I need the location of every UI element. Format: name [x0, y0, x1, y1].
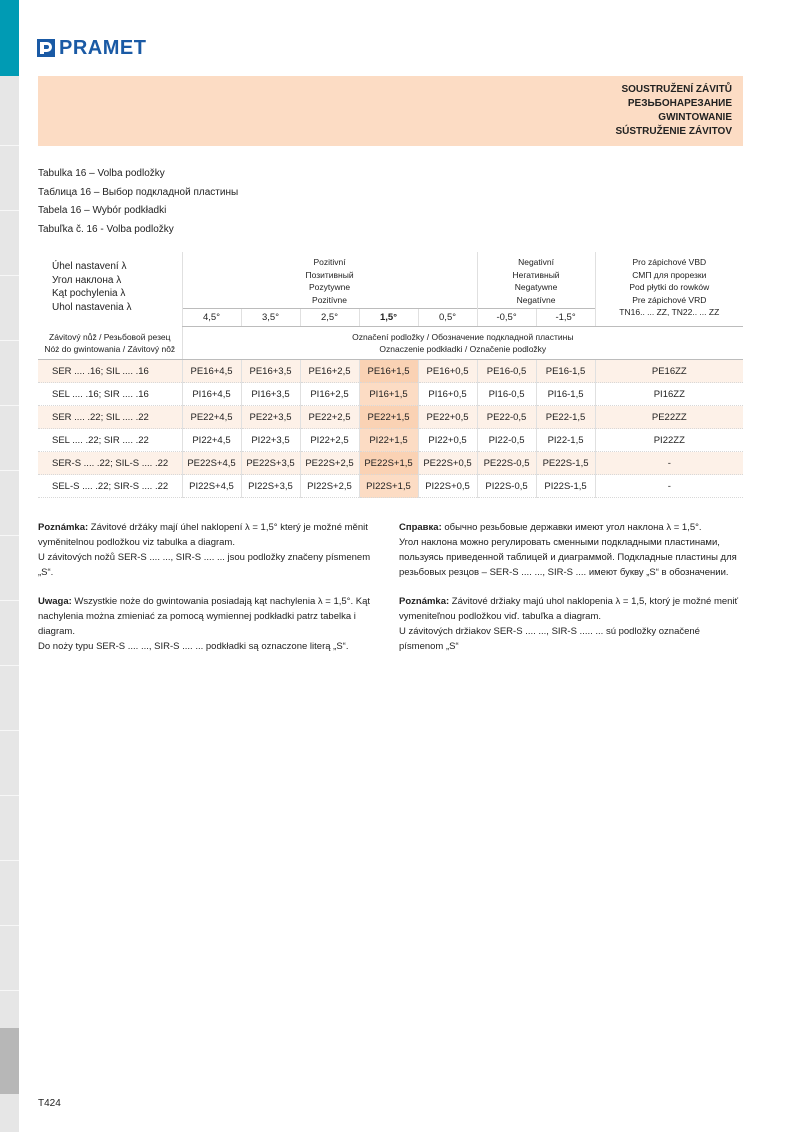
shim-cell: PE16+3,5	[241, 360, 300, 383]
side-tab	[0, 275, 19, 340]
note-line: Závitové držiaky majú uhol naklopenia λ = 1,5, ktorý je možné meniť	[449, 596, 739, 607]
shim-cell: PI22S+2,5	[300, 475, 359, 498]
side-tab	[0, 405, 19, 470]
side-tab	[0, 795, 19, 860]
shim-header-line: Označení podložky / Обозначение подкладной пластины	[352, 332, 574, 342]
table-row	[38, 360, 743, 383]
shim-cell: PE22S-0,5	[477, 452, 536, 475]
shim-cell: PI16+2,5	[300, 383, 359, 406]
note-pl	[38, 594, 378, 654]
angle-label: Uhol nastavenia λ	[52, 301, 132, 313]
shim-cell: PE22+2,5	[300, 406, 359, 429]
shim-cell: PI22+3,5	[241, 429, 300, 452]
angle-value: -0,5°	[477, 309, 536, 327]
note-label: Uwaga:	[38, 596, 72, 607]
angle-value: -1,5°	[536, 309, 595, 327]
vbd-header	[595, 252, 743, 327]
shim-cell: PE16+0,5	[418, 360, 477, 383]
side-tab-strip	[0, 0, 19, 1132]
shim-cell: PE22S+2,5	[300, 452, 359, 475]
positive-header	[182, 252, 477, 309]
shim-cell: PE22+4,5	[182, 406, 241, 429]
notes-right	[399, 520, 744, 668]
shim-cell: PI16-0,5	[477, 383, 536, 406]
table-caption: Tabela 16 – Wybór podkładki	[38, 205, 167, 216]
holder-cell: SEL .... .16; SIR .... .16	[38, 383, 182, 406]
side-tab	[0, 600, 19, 665]
shim-cell: PE22+1,5	[359, 406, 418, 429]
angle-value-highlighted: 1,5°	[359, 309, 418, 327]
vbd-cell: PE16ZZ	[595, 360, 743, 383]
shim-cell: PI22+4,5	[182, 429, 241, 452]
positive-label: Pozytywne	[308, 282, 351, 292]
table-caption: Таблица 16 – Выбор подкладной пластины	[38, 186, 239, 198]
table-captions	[38, 165, 238, 239]
negative-label: Negatívne	[516, 294, 556, 305]
vbd-label: Pod płytki do rowków	[629, 282, 710, 292]
note-label: Справка:	[399, 522, 442, 533]
angle-label: Угол наклона λ	[52, 274, 122, 286]
shim-cell: PE22S+3,5	[241, 452, 300, 475]
holder-cell: SER-S .... .22; SIL-S .... .22	[38, 452, 182, 475]
note-cz	[38, 520, 378, 580]
shim-cell: PI16+3,5	[241, 383, 300, 406]
shim-cell: PI22-0,5	[477, 429, 536, 452]
side-tab	[0, 470, 19, 535]
holder-cell: SEL .... .22; SIR .... .22	[38, 429, 182, 452]
vbd-label: СМП для прорезки	[632, 269, 707, 280]
note-sk	[399, 594, 744, 654]
vbd-label: TN16.. ... ZZ, TN22.. ... ZZ	[619, 307, 720, 317]
vbd-cell: -	[595, 452, 743, 475]
shim-cell: PI16+1,5	[359, 383, 418, 406]
shim-header-line: Oznaczenie podkładki / Označenie podložky	[379, 344, 547, 354]
section-title: SÚSTRUŽENIE ZÁVITOV	[615, 126, 732, 137]
angle-label: Úhel nastavení λ	[52, 261, 127, 272]
shim-cell: PI22S+0,5	[418, 475, 477, 498]
vbd-label: Pro zápichové VBD	[632, 257, 707, 267]
note-line: пользуясь приведенной таблицей и диаграммой. Подкладные пластины для	[399, 552, 737, 563]
note-label: Poznámka:	[399, 596, 450, 607]
side-tab	[0, 535, 19, 600]
angle-label-cell	[38, 252, 182, 327]
holder-header-line: Závitový nůž / Резьбовой резец	[49, 331, 171, 342]
page-number: T424	[38, 1098, 61, 1109]
shim-cell: PE16+1,5	[359, 360, 418, 383]
holder-cell: SEL-S .... .22; SIR-S .... .22	[38, 475, 182, 498]
notes-left	[38, 520, 378, 668]
note-line: Závitové držáky mají úhel naklopení λ = 1,5° který je možné měnit	[88, 522, 368, 533]
negative-label: Negatywne	[514, 282, 558, 292]
shim-cell: PE22-1,5	[536, 406, 595, 429]
vbd-cell: PE22ZZ	[595, 406, 743, 429]
positive-label: Pozitívne	[312, 294, 347, 305]
side-tab	[0, 730, 19, 795]
vbd-cell: -	[595, 475, 743, 498]
note-ru	[399, 520, 744, 580]
note-label: Poznámka:	[38, 522, 89, 533]
section-title: SOUSTRUŽENÍ ZÁVITŮ	[621, 84, 732, 95]
note-line: Угол наклона можно регулировать сменными подкладными пластинами,	[399, 537, 720, 548]
holder-header	[38, 327, 182, 360]
shim-cell: PE16-0,5	[477, 360, 536, 383]
note-line: U závitových držiakov SER-S .... ..., SIR-S ..... ... sú podložky označené písmenom „S“	[399, 626, 700, 652]
shim-cell: PI22S+3,5	[241, 475, 300, 498]
shim-cell: PE16+4,5	[182, 360, 241, 383]
pramet-logo	[37, 37, 146, 59]
logo-text: PRAMET	[59, 36, 147, 59]
shim-cell: PE22+3,5	[241, 406, 300, 429]
side-tab	[0, 665, 19, 730]
shim-cell: PI22-1,5	[536, 429, 595, 452]
table-row	[38, 452, 743, 475]
side-tab	[0, 210, 19, 275]
table-row	[38, 406, 743, 429]
shim-cell: PI16-1,5	[536, 383, 595, 406]
note-line: nachylenia można zmieniać za pomocą wymiennej podkładki patrz tabelka i diagram.	[38, 611, 356, 637]
side-tab	[0, 340, 19, 405]
note-line: резьбовых резцов – SER-S .... ..., SIR-S .... имеют букву „S“ в обозначении.	[399, 567, 729, 578]
note-line: vyměnitelnou podložkou viz tabulka a diagram.	[38, 537, 235, 548]
side-tab	[0, 145, 19, 210]
shim-cell: PE22+0,5	[418, 406, 477, 429]
shim-cell: PI22+0,5	[418, 429, 477, 452]
logo-mark-icon	[37, 39, 55, 57]
section-title: РЕЗЬБОНАРЕЗАНИЕ	[627, 98, 732, 109]
table-body	[38, 360, 743, 498]
shim-cell: PE22S+4,5	[182, 452, 241, 475]
side-accent	[0, 0, 19, 76]
holder-cell: SER .... .16; SIL .... .16	[38, 360, 182, 383]
section-header	[38, 76, 743, 146]
side-tab-active	[0, 1028, 19, 1094]
shim-cell: PE22S+0,5	[418, 452, 477, 475]
shim-cell: PE22S+1,5	[359, 452, 418, 475]
table-caption: Tabulka 16 – Volba podložky	[38, 168, 165, 179]
shim-cell: PE22-0,5	[477, 406, 536, 429]
section-titles	[616, 83, 733, 139]
shim-cell: PE16+2,5	[300, 360, 359, 383]
angle-value: 0,5°	[418, 309, 477, 327]
shim-cell: PI22+1,5	[359, 429, 418, 452]
table-row	[38, 383, 743, 406]
table-row	[38, 429, 743, 452]
vbd-label: Pre zápichové VRD	[632, 294, 707, 305]
angle-value: 2,5°	[300, 309, 359, 327]
shim-cell: PI22S+1,5	[359, 475, 418, 498]
shim-cell: PI22S+4,5	[182, 475, 241, 498]
section-title: GWINTOWANIE	[658, 112, 732, 123]
vbd-cell: PI22ZZ	[595, 429, 743, 452]
table-caption: Tabuľka č. 16 - Volba podložky	[38, 223, 174, 235]
side-tab	[0, 860, 19, 925]
note-line: U závitových nožů SER-S .... ..., SIR-S .... ... jsou podložky značeny písmenem „S“.	[38, 552, 371, 578]
shim-cell: PI22S-1,5	[536, 475, 595, 498]
shim-cell: PE22S-1,5	[536, 452, 595, 475]
vbd-cell: PI16ZZ	[595, 383, 743, 406]
table-row	[38, 475, 743, 498]
holder-cell: SER .... .22; SIL .... .22	[38, 406, 182, 429]
shim-header	[182, 327, 743, 360]
shim-cell: PI22S-0,5	[477, 475, 536, 498]
negative-label: Negativní	[518, 257, 554, 267]
angle-value: 4,5°	[182, 309, 241, 327]
note-line: Do noży typu SER-S .... ..., SIR-S .... ... podkładki są oznaczone literą „S“.	[38, 641, 349, 652]
positive-label: Позитивный	[305, 269, 354, 280]
side-tab	[0, 925, 19, 990]
note-line: vymeniteľnou podložkou viď. tabuľka a diagram.	[399, 611, 602, 622]
shim-cell: PI16+0,5	[418, 383, 477, 406]
shim-cell: PE16-1,5	[536, 360, 595, 383]
shim-selection-table	[38, 252, 743, 498]
note-line: обычно резьбовые державки имеют угол наклона λ = 1,5°.	[441, 522, 702, 533]
positive-label: Pozitivní	[313, 257, 346, 267]
angle-label: Kąt pochylenia λ	[52, 288, 126, 299]
shim-cell: PI16+4,5	[182, 383, 241, 406]
shim-cell: PI22+2,5	[300, 429, 359, 452]
negative-header	[477, 252, 595, 309]
angle-value: 3,5°	[241, 309, 300, 327]
negative-label: Негативный	[512, 269, 560, 280]
holder-header-line: Nóż do gwintowania / Závitový nôž	[44, 343, 176, 354]
note-line: Wszystkie noże do gwintowania posiadają kąt nachylenia λ = 1,5°. Kąt	[71, 596, 370, 607]
